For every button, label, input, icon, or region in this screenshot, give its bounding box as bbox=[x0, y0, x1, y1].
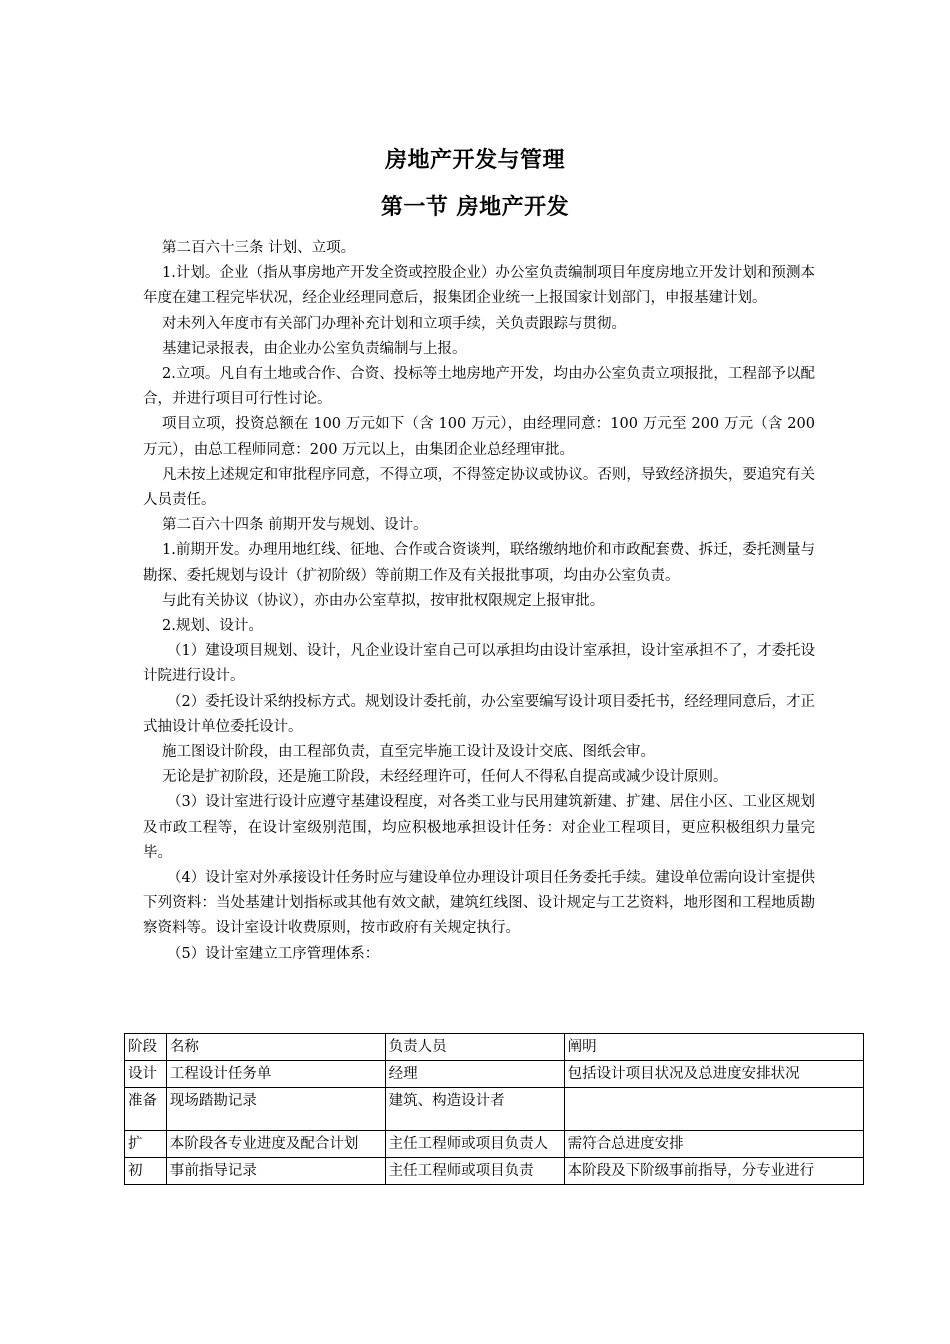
paragraph: （1）建设项目规划、设计，凡企业设计室自己可以承担均由设计室承担，设计室承担不了，才委托设计院进行设计。 bbox=[143, 643, 815, 685]
paragraph: 对未列入年度市有关部门办理补充计划和立项手续，关负责跟踪与贯彻。 bbox=[162, 315, 626, 332]
paragraph: 施工图设计阶段，由工程部负责，直至完毕施工设计及设计交底、图纸会审。 bbox=[162, 744, 655, 761]
paragraph: 与此有关协议（协议），亦由办公室草拟，按审批权限规定上报审批。 bbox=[162, 592, 605, 609]
header-cell: 阐明 bbox=[564, 1034, 863, 1061]
table-cell: 主任工程师或项目负责人 bbox=[385, 1131, 564, 1158]
header-cell: 阶段 bbox=[125, 1034, 167, 1061]
paragraph: 无论是扩初阶段，还是施工阶段，未经经理许可，任何人不得私自提高或减少设计原则。 bbox=[162, 769, 728, 786]
header-cell: 名称 bbox=[166, 1034, 385, 1061]
table-cell: 准备 bbox=[125, 1088, 167, 1131]
paragraph: 2.规划、设计。 bbox=[162, 618, 263, 635]
paragraph: （4）设计室对外承接设计任务时应与建设单位办理设计项目任务委托手续。建设单位需向设计室提供下列资料：当处基建计划指标或其他有效文献，建筑红线图、设计规定与工艺资料，地形图和工程地质勘察资料等。设计室设计收费原则，按市政府有关规定执行。 bbox=[143, 870, 815, 937]
table-cell: 本阶段及下阶级事前指导，分专业进行 bbox=[564, 1158, 863, 1185]
paragraph: 项目立项，投资总额在 100 万元如下（含 100 万元），由经理同意：100 万元至 200 万元（含 200 万元），由总工程师同意：200 万元以上，由集团企业总经理审批。 bbox=[143, 416, 815, 458]
document-title: 房地产开发与管理 bbox=[384, 148, 565, 173]
paragraph: （5）设计室建立工序管理体系： bbox=[167, 945, 380, 962]
table-cell: 需符合总进度安排 bbox=[564, 1131, 863, 1158]
table-cell: 现场踏勘记录 bbox=[166, 1088, 385, 1131]
section-title: 第一节 房地产开发 bbox=[380, 195, 570, 220]
table-cell: 建筑、构造设计者 bbox=[385, 1088, 564, 1131]
document-body bbox=[143, 236, 815, 967]
paragraph: （3）设计室进行设计应遵守基建设程度，对各类工业与民用建筑新建、扩建、居住小区、工业区规划及市政工程等，在设计室级别范围，均应积极地承担设计任务：对企业工程项目，更应积极组织力量完毕。 bbox=[143, 794, 815, 861]
paragraph: （2）委托设计采纳投标方式。规划设计委托前，办公室要编写设计项目委托书，经经理同意后，才正式抽设计单位委托设计。 bbox=[143, 693, 815, 735]
table-cell bbox=[564, 1088, 863, 1131]
table-cell: 本阶段各专业进度及配合计划 bbox=[166, 1131, 385, 1158]
table-cell: 事前指导记录 bbox=[166, 1158, 385, 1185]
paragraph: 凡未按上述规定和审批程序同意，不得立项，不得签定协议或协议。否则，导致经济损失，要追究有关人员责任。 bbox=[143, 466, 815, 509]
table-row bbox=[125, 1088, 864, 1131]
table-cell: 扩 bbox=[125, 1131, 167, 1158]
process-table bbox=[124, 1033, 864, 1185]
table-row bbox=[125, 1158, 864, 1185]
paragraph: 1.前期开发。办理用地红线、征地、合作或合资谈判，联络缴纳地价和市政配套费、拆迁，委托测量与勘探、委托规划与设计（扩初阶级）等前期工作及有关报批事项，均由办公室负责。 bbox=[143, 542, 815, 584]
paragraph: 第二百六十四条 前期开发与规划、设计。 bbox=[162, 517, 428, 534]
paragraph: 1.计划。企业（指从事房地产开发全资或控股企业）办公室负责编制项目年度房地立开发计划和预测本年度在建工程完毕状况，经企业经理同意后，报集团企业统一上报国家计划部门，申报基建计划。 bbox=[143, 265, 815, 307]
header-cell: 负责人员 bbox=[385, 1034, 564, 1061]
paragraph: 2.立项。凡自有土地或合作、合资、投标等土地房地产开发，均由办公室负责立项报批，工程部予以配合，并进行项目可行性讨论。 bbox=[143, 366, 815, 408]
paragraph: 第二百六十三条 计划、立项。 bbox=[162, 240, 356, 256]
table-cell: 设计 bbox=[125, 1061, 167, 1088]
table-cell: 初 bbox=[125, 1158, 167, 1185]
table-cell: 包括设计项目状况及总进度安排状况 bbox=[564, 1061, 863, 1088]
table-row bbox=[125, 1061, 864, 1088]
table-cell: 工程设计任务单 bbox=[166, 1061, 385, 1088]
paragraph: 基建记录报表，由企业办公室负责编制与上报。 bbox=[162, 340, 467, 357]
table-cell: 经理 bbox=[385, 1061, 564, 1088]
table-cell: 主任工程师或项目负责 bbox=[385, 1158, 564, 1185]
table-header-row bbox=[125, 1034, 864, 1061]
table-row bbox=[125, 1131, 864, 1158]
